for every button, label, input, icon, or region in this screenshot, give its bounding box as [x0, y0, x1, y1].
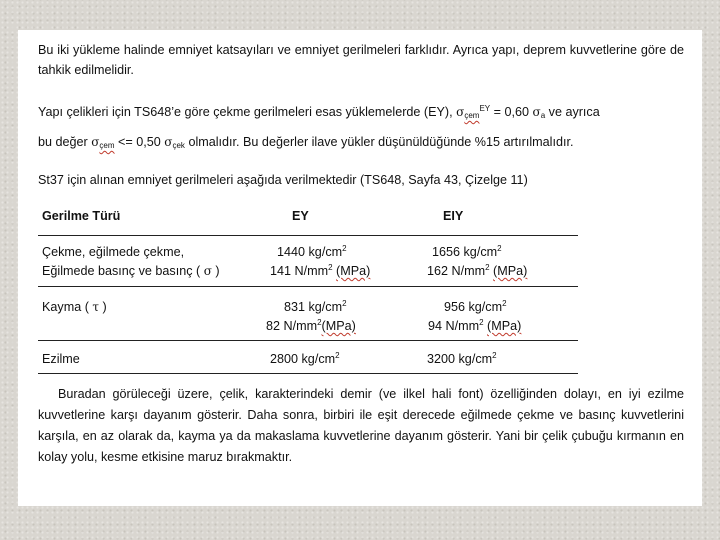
- st37-caption: St37 için alınan emniyet gerilmeleri aşağıda verilmektedir (TS648, Sayfa 43, Çizelge 11): [38, 173, 528, 187]
- document-page: [18, 30, 702, 506]
- header-gerilme-turu: Gerilme Türü: [42, 209, 121, 223]
- intro-paragraph: Bu iki yükleme halinde emniyet katsayıları ve emniyet gerilmeleri farklıdır. Ayrıca yapı, deprem kuvvetlerine göre de tahkik edilmelidir.: [38, 43, 684, 77]
- header-ey: EY: [292, 209, 309, 223]
- row3-eiy-kg: 3200 $kg/cm^2$: [427, 351, 497, 366]
- row1-eiy-mpa: 162 $N/mm^2$ (MPa): [427, 263, 528, 278]
- row2-eiy-mpa: 94 $N/mm^2$ (MPa): [428, 318, 522, 333]
- steel-line-1: Yapı çelikleri için TS648’e göre çekme gerilmeleri esas yüklemelerde (EY), $\sigma_{çem}^{EY} = 0,60$ $\sigma_a$ ve ayrıca: [38, 104, 600, 120]
- conclusion-paragraph: Buradan görüleceği üzere, çelik, karakterindeki demir (ve ilkel hali font) özelliğinden dolayı, en iyi ezilme kuvvetlerine karşı dayanım gösterir. Daha sonra, birbiri ile eşit derecede eğilmede çekme ve basınç kuvvetlerini karşıla, en az olarak da, kayma ya da makaslama kuvvetlerine dayanım gösterir. Yani bir çelik çubuğu kırmanın en kolay yolu, kesme etkisine maruz bırakmaktır.: [38, 387, 684, 464]
- row2-eiy-kg: 956 $kg/cm^2$: [444, 299, 507, 314]
- row2-ey-mpa: 82 $N/mm^2(MPa)$: [266, 318, 356, 333]
- row1-rule: [38, 286, 578, 287]
- row3-label: Ezilme: [42, 352, 80, 366]
- row1-eiy-kg: 1656 $kg/cm^2$: [432, 244, 502, 259]
- row1-label-1: Çekme, eğilmede çekme,: [42, 245, 185, 259]
- row2-rule: [38, 340, 578, 341]
- row1-label-2: Eğilmede basınç ve basınç ( σ ): [42, 264, 220, 278]
- row3-ey-kg: 2800 $kg/cm^2$: [270, 351, 340, 366]
- row2-label: Kayma ( τ ): [42, 300, 107, 314]
- row1-ey-mpa: 141 $N/mm^2$ (MPa): [270, 263, 371, 278]
- header-rule: [38, 235, 578, 236]
- steel-line-2: bu değer $\sigma_{çem} <= 0,50$ $\sigma_{çek}$ olmalıdır. Bu değerler ilave yükler düşünüldüğünde %15 artırılmalıdır.: [38, 135, 574, 150]
- row2-ey-kg: 831 $kg/cm^2$: [284, 299, 347, 314]
- row3-rule: [38, 373, 578, 374]
- header-eiy: EIY: [443, 209, 464, 223]
- row1-ey-kg: 1440 $kg/cm^2$: [277, 244, 347, 259]
